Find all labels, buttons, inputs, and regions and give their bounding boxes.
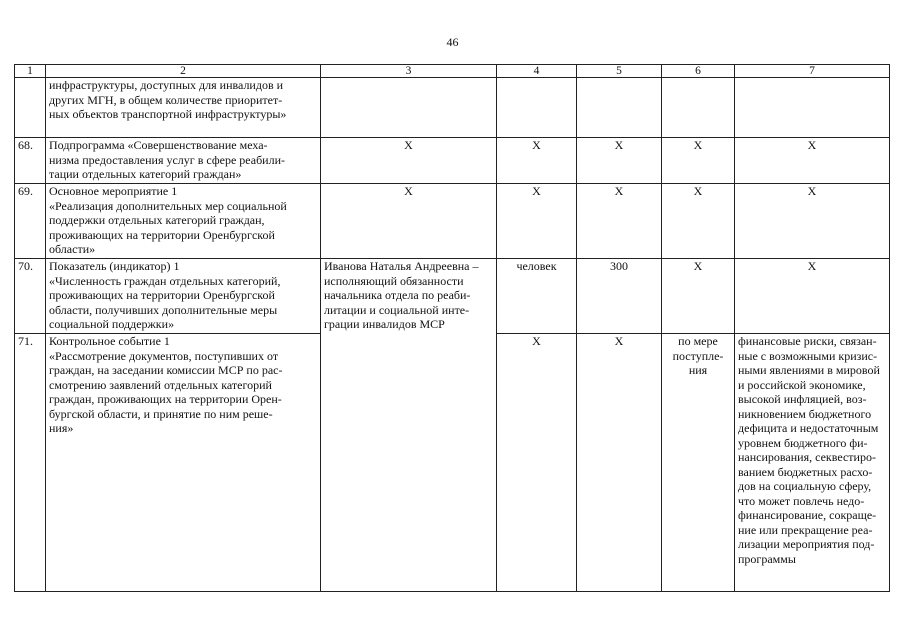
header-row [15,65,890,78]
row-risks: X [735,138,890,184]
row-name [46,334,321,592]
row-name-title: Контрольное событие 1 [49,334,170,348]
row-responsible: X [321,184,497,259]
row-name: инфраструктуры, доступных для инвалидов и других МГН, в общем количестве приоритет- ных объектов транспортной инфраструктуры» [46,78,321,138]
row-name-title: Основное мероприятие 1 [49,184,178,198]
row-number: 68. [15,138,46,184]
col-header-4: 4 [497,65,577,78]
row-number: 69. [15,184,46,259]
row-value: X [577,138,662,184]
row-value: X [577,334,662,592]
row-number: 70. [15,259,46,334]
row-name-text: «Рассмотрение документов, поступивших от граждан, на заседании комиссии МСР по рас- смотрению заявлений отдельных категорий граждан, проживающих на территории Орен- бургской области, и принятие по ним реше- ния» [49,348,283,435]
row-name-title: Показатель (индикатор) 1 [49,259,180,273]
row-unit: X [497,184,577,259]
row-value: X [577,184,662,259]
row-term [662,78,735,138]
row-value [577,78,662,138]
row-value: 300 [577,259,662,334]
row-unit: X [497,334,577,592]
row-risks: X [735,184,890,259]
col-header-6: 6 [662,65,735,78]
row-responsible: Иванова Наталья Андреевна – исполняющий обязанности начальника отдела по реаби- литации и социальной инте- грации инвалидов МСР [321,259,497,592]
row-risks [735,78,890,138]
table-row [15,138,890,184]
row-name [46,184,321,259]
row-name [46,259,321,334]
table-row [15,78,890,138]
col-header-3: 3 [321,65,497,78]
row-risks: X [735,259,890,334]
row-term: X [662,138,735,184]
row-unit: X [497,138,577,184]
row-name-text: «Реализация дополнительных мер социальной поддержки отдельных категорий граждан, проживающих на территории Оренбургской области» [49,198,287,256]
col-header-2: 2 [46,65,321,78]
row-term: по мере поступле- ния [662,334,735,592]
table-row [15,259,890,334]
row-name: Подпрограмма «Совершенствование меха- низма предоставления услуг в сфере реабили- тации отдельных категорий граждан» [46,138,321,184]
row-number: 71. [15,334,46,592]
page-number: 46 [446,35,459,49]
table-row [15,184,890,259]
row-responsible [321,78,497,138]
row-unit: человек [497,259,577,334]
row-term: X [662,184,735,259]
col-header-7: 7 [735,65,890,78]
row-term: X [662,259,735,334]
col-header-1: 1 [15,65,46,78]
col-header-5: 5 [577,65,662,78]
row-unit [497,78,577,138]
row-name-text: «Численность граждан отдельных категорий, проживающих на территории Оренбургской области, получивших дополнительные меры социальной поддержки» [49,273,281,331]
row-responsible: X [321,138,497,184]
measures-table [14,64,890,592]
row-number [15,78,46,138]
row-risks: финансовые риски, связан- ные с возможными кризис- ными явлениями в мировой и российской экономике, высокой инфляцией, воз- никновением бюджетного дефицита и недостаточным уровнем бюджетного фи- нансирования, секвестиро- ванием бюджетных расхо- дов на социальную сферу, что может повлечь недо- финансирование, сокраще- ние или прекращение реа- лизации мероприятия под- программы [735,334,890,592]
